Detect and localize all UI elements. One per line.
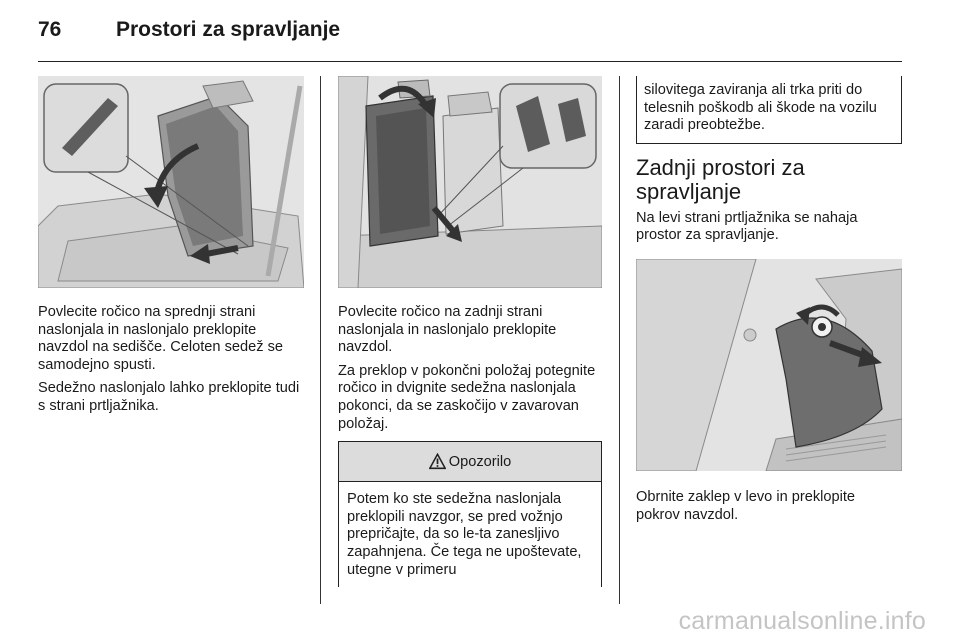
warning-box [338,441,602,587]
rear-seat-folding-illustration [38,76,304,288]
paragraph: Obrnite zaklep v levo in preklopite pokrov navzdol. [636,488,856,523]
warning-header [339,442,601,482]
warning-title: Opozorilo [448,453,512,470]
column-3 [636,76,902,524]
paragraph: Povlecite ročico na zadnji strani naslonjala in naslonjalo preklopite navzdol. [338,304,557,356]
column-1 [38,76,304,416]
paragraph: Na levi strani prtljažnika se nahaja prostor za spravljanje. [636,209,858,244]
paragraph: Sedežno naslonjalo lahko preklopite tudi s strani prtljažnika. [38,380,300,414]
warning-text: Potem ko ste sedežna naslonjala preklopili navzgor, se pred vožnjo prepričajte, da so le-ta zanesljivo zapahnjena. Če tega ne upoštevate, utegne v primeru [347,491,582,578]
header-rule [38,61,902,62]
trunk-seat-lever-illustration [338,76,602,288]
warning-continued-text: silovitega zaviranja ali trka priti do telesnih poškodb ali škode na vozilu zaradi preobtežbe. [636,76,902,144]
paragraph: Povlecite ročico na sprednji strani naslonjala in naslonjalo preklopite navzdol na sedišče. Celoten sedež se samodejno spusti. [38,304,284,373]
page-title: Prostori za spravljanje [116,18,341,41]
column-divider-1 [320,76,321,604]
column-divider-2 [619,76,620,604]
watermark: carmanualsonline.info [678,607,926,635]
page-header [38,18,340,48]
paragraph: Za preklop v pokončni položaj potegnite ročico in dvignite sedežna naslonjala pokonci, da se zaskočijo v zavarovan položaj. [338,362,596,432]
warning-triangle-icon [429,453,446,470]
section-title: Zadnji prostori za spravljanje [636,154,805,204]
page-number: 76 [38,18,62,41]
storage-compartment-illustration [636,259,902,471]
column-2 [338,76,602,587]
